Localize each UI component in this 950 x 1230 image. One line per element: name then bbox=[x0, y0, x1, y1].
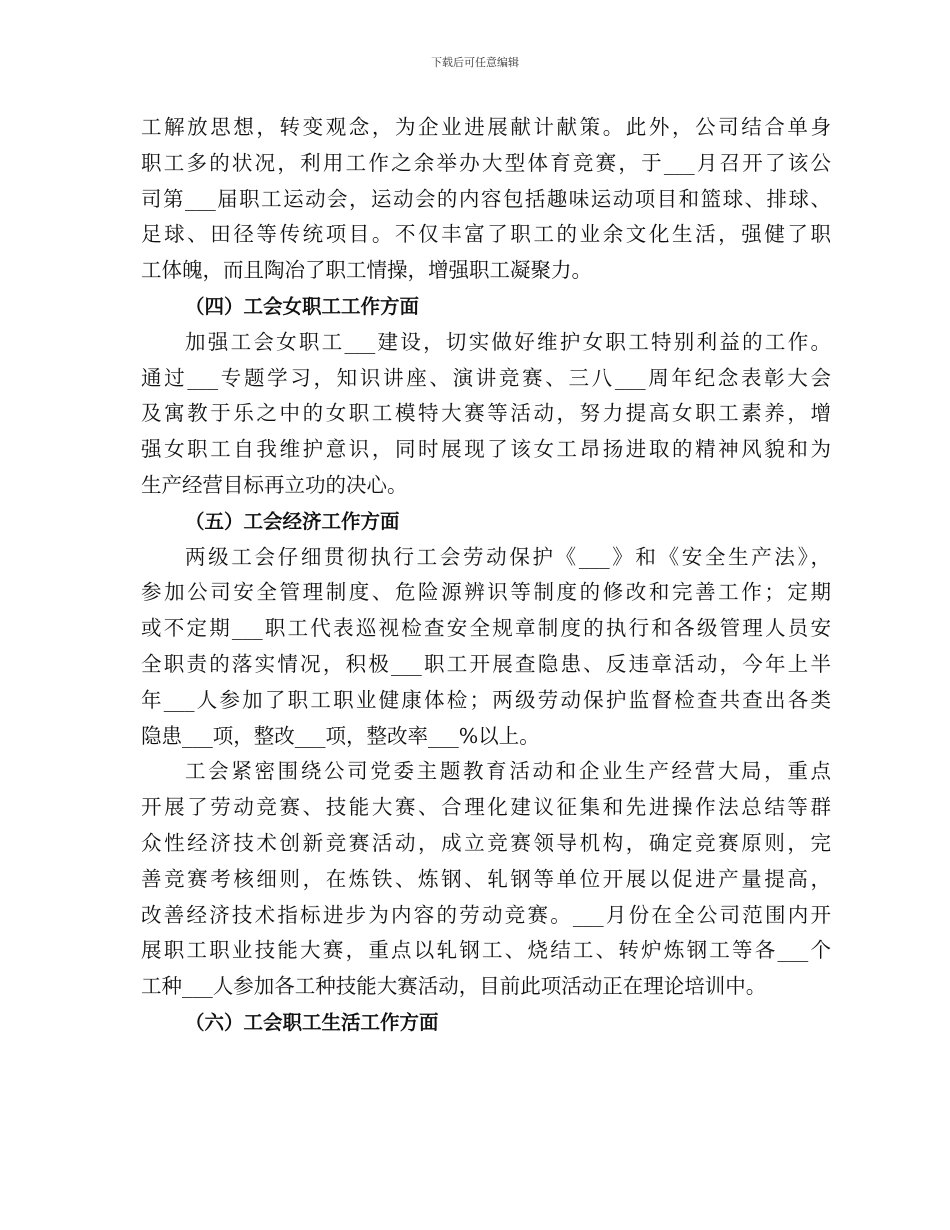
paragraph-first-line: 加强工会女职工___建设，切实做好维护女职工特别利益的工作。 bbox=[185, 329, 831, 354]
text-line: 工解放思想，转变观念，为企业进展献计献策。此外，公司结合单身 bbox=[141, 115, 831, 139]
text-line: 改善经济技术指标进步为内容的劳动竞赛。___月份在全公司范围内开 bbox=[141, 902, 831, 927]
text-line: 或不定期___职工代表巡视检查安全规章制度的执行和各级管理人员安 bbox=[141, 616, 831, 641]
text-line: 参加公司安全管理制度、危险源辨识等制度的修改和完善工作；定期 bbox=[141, 580, 831, 605]
paragraph-first-line: 两级工会仔细贯彻执行工会劳动保护《___》和《安全生产法》， bbox=[185, 544, 831, 569]
text-line: 通过___专题学习，知识讲座、演讲竞赛、三八___周年纪念表彰大会 bbox=[141, 365, 831, 390]
text-line: 善竞赛考核细则，在炼铁、炼钢、轧钢等单位开展以促进产量提高， bbox=[141, 866, 831, 891]
text-line: 工种___人参加各工种技能大赛活动，目前此项活动正在理论培训中。 bbox=[141, 974, 767, 999]
text-line: 展职工职业技能大赛，重点以轧钢工、烧结工、转炉炼钢工等各___个 bbox=[141, 938, 831, 963]
paragraph-first-line: 工会紧密围绕公司党委主题教育活动和企业生产经营大局，重点 bbox=[185, 759, 831, 784]
section-heading-4: （四）工会女职工工作方面 bbox=[185, 294, 420, 318]
text-line: 职工多的状况，利用工作之余举办大型体育竞赛，于___月召开了该公 bbox=[141, 150, 831, 175]
text-line: 工体魄，而且陶冶了职工情操，增强职工凝聚力。 bbox=[141, 258, 592, 283]
section-heading-6: （六）工会职工生活工作方面 bbox=[185, 1010, 439, 1034]
text-line: 年___人参加了职工职业健康体检；两级劳动保护监督检查共查出各类 bbox=[141, 687, 831, 712]
text-line: 开展了劳动竞赛、技能大赛、合理化建议征集和先进操作法总结等群 bbox=[141, 795, 831, 820]
text-line: 足球、田径等传统项目。不仅丰富了职工的业余文化生活，强健了职 bbox=[141, 222, 831, 247]
text-line: 强女职工自我维护意识，同时展现了该女工昂扬进取的精神风貌和为 bbox=[141, 437, 831, 462]
text-line: 生产经营目标再立功的决心。 bbox=[141, 472, 408, 497]
text-line: 众性经济技术创新竞赛活动，成立竞赛领导机构，确定竞赛原则，完 bbox=[141, 830, 831, 855]
page-header: 下载后可任意编辑 bbox=[431, 56, 519, 69]
text-line: 隐患___项，整改___项，整改率___%以上。 bbox=[141, 723, 540, 748]
text-line: 及寓教于乐之中的女职工模特大赛等活动，努力提高女职工素养，增 bbox=[141, 401, 831, 426]
text-line: 司第___届职工运动会，运动会的内容包括趣味运动项目和篮球、排球、 bbox=[141, 186, 831, 211]
document-body bbox=[141, 110, 831, 1041]
text-line: 全职责的落实情况，积极___职工开展查隐患、反违章活动，今年上半 bbox=[141, 651, 831, 676]
section-heading-5: （五）工会经济工作方面 bbox=[185, 509, 400, 533]
